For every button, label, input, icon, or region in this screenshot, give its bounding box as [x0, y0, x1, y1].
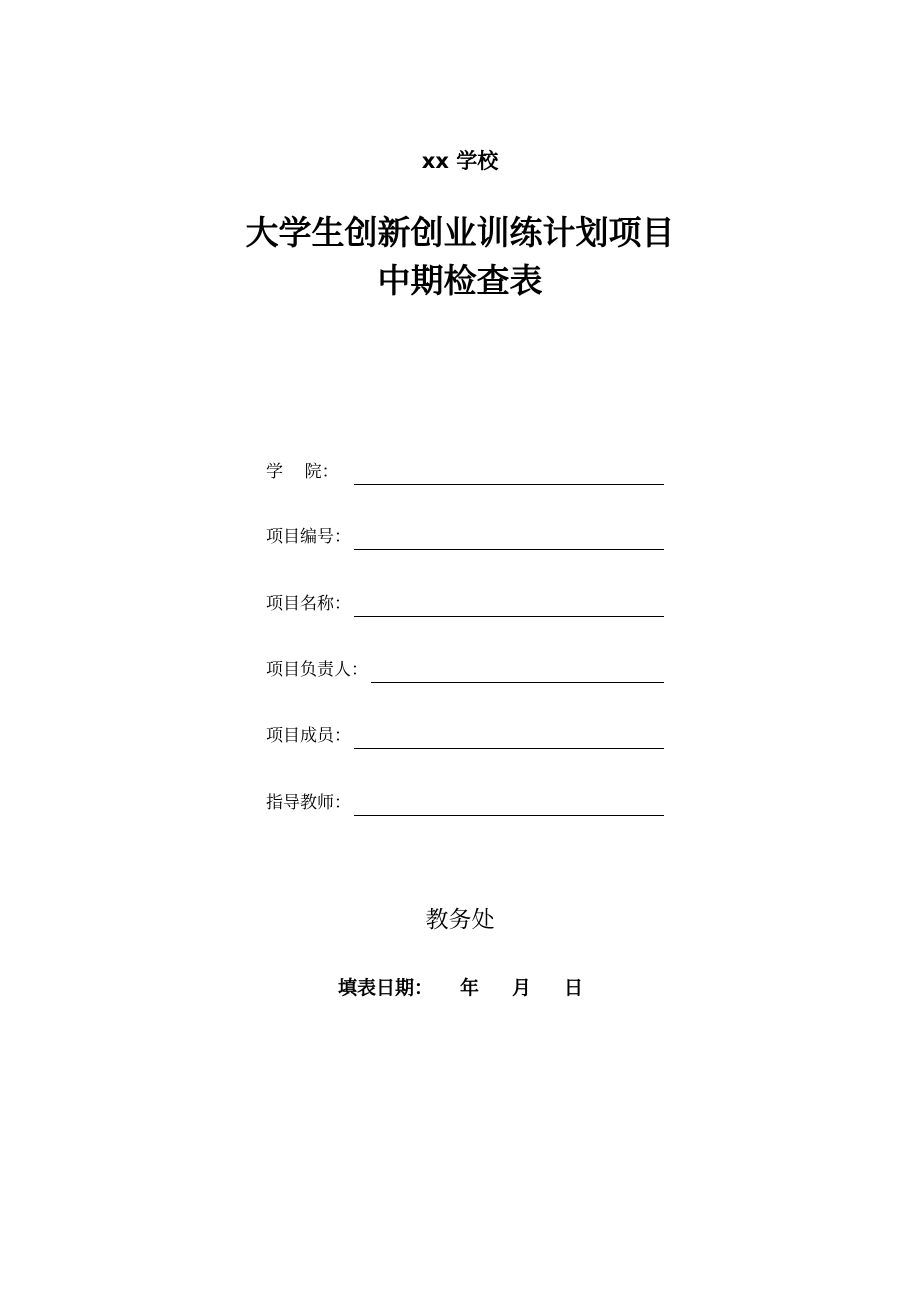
field-project-name: [266, 587, 664, 617]
school-name: xx 学校: [421, 149, 499, 173]
project-leader-input-line[interactable]: [371, 682, 664, 683]
date-day-label: 日: [564, 977, 584, 999]
project-members-input-line[interactable]: [354, 748, 664, 749]
fill-date-row: [0, 973, 920, 1003]
issuing-office: 教务处: [425, 907, 495, 933]
date-month-label: 月: [512, 977, 532, 999]
field-label-project-leader: 项目负责人：: [266, 660, 368, 680]
field-label-project-members: 项目成员：: [266, 726, 351, 746]
fill-date-label: 填表日期：: [338, 977, 434, 999]
date-year-label: 年: [460, 977, 480, 999]
field-label-project-number: 项目编号：: [266, 527, 351, 547]
field-project-number: [266, 520, 664, 550]
field-project-members: [266, 719, 664, 749]
form-title-line-2: 中期检查表: [377, 261, 543, 300]
project-name-input-line[interactable]: [354, 616, 664, 617]
advisor-input-line[interactable]: [354, 815, 664, 816]
form-title-line-1: 大学生创新创业训练计划项目: [245, 213, 675, 252]
field-label-college: 学 院：: [266, 462, 339, 482]
field-advisor: [266, 786, 664, 816]
field-college: [266, 455, 664, 485]
project-number-input-line[interactable]: [354, 549, 664, 550]
field-project-leader: [266, 653, 664, 683]
college-input-line[interactable]: [354, 484, 664, 485]
field-label-project-name: 项目名称：: [266, 594, 351, 614]
field-label-advisor: 指导教师：: [266, 793, 351, 813]
